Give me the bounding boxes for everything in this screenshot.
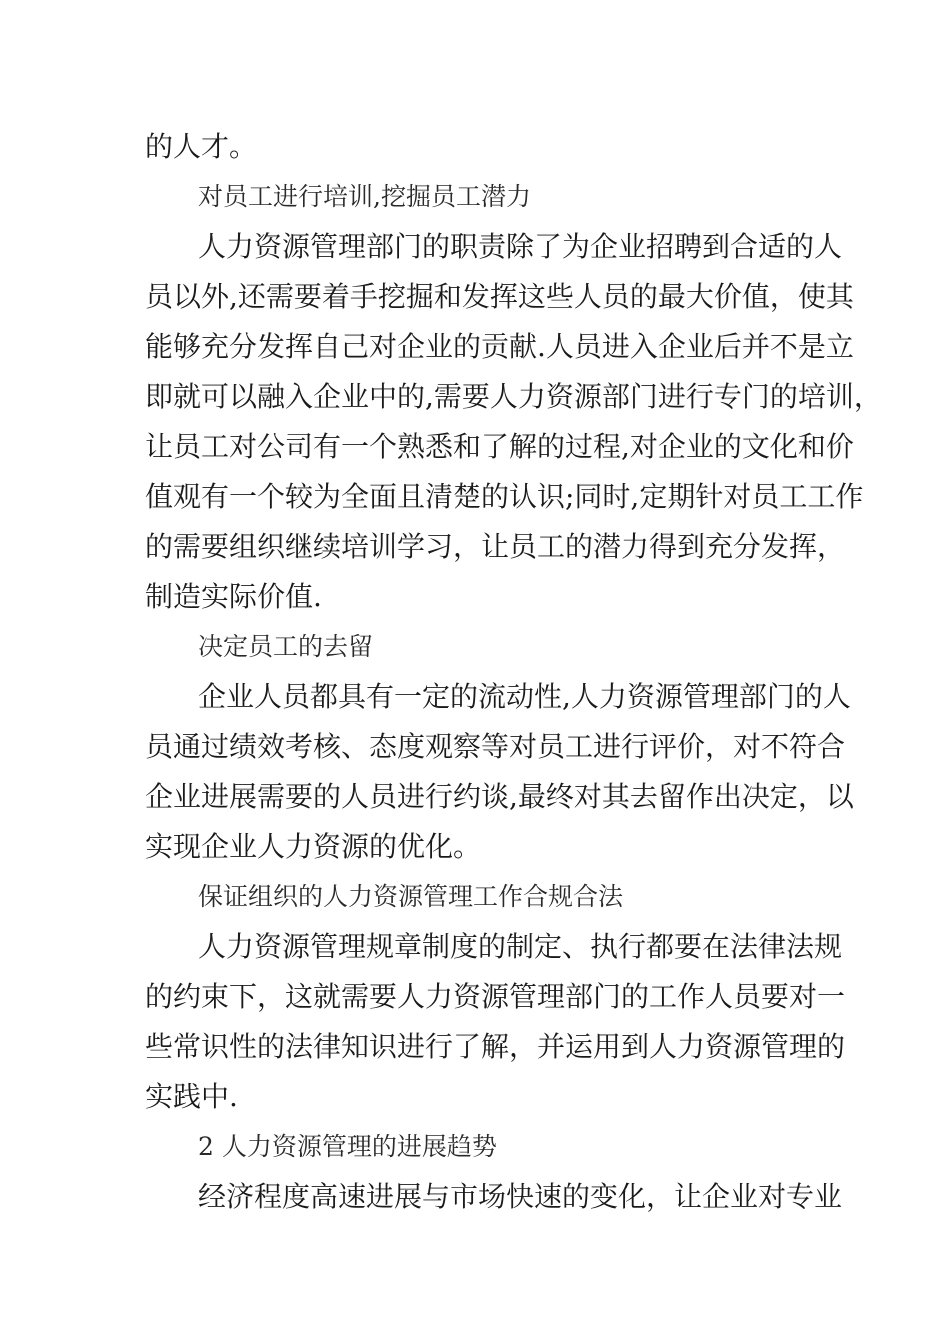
paragraph-line: 让员工对公司有一个熟悉和了解的过程,对企业的文化和价 — [145, 430, 854, 463]
paragraph-line: 值观有一个较为全面且清楚的认识;同时,定期针对员工工作 — [145, 480, 864, 513]
paragraph-line: 经济程度高速进展与市场快速的变化，让企业对专业 — [198, 1180, 843, 1213]
paragraph-line: 实现企业人力资源的优化。 — [145, 830, 482, 863]
paragraph-line: 的需要组织继续培训学习，让员工的潜力得到充分发挥， — [145, 530, 846, 563]
section-heading: 对员工进行培训,挖掘员工潜力 — [198, 182, 531, 211]
paragraph-line: 能够充分发挥自己对企业的贡献.人员进入企业后并不是立 — [145, 330, 854, 363]
paragraph-line: 制造实际价值. — [145, 580, 322, 613]
paragraph-line: 人力资源管理部门的职责除了为企业招聘到合适的人 — [198, 230, 843, 263]
section-heading: 决定员工的去留 — [198, 632, 374, 661]
paragraph-line: 员通过绩效考核、态度观察等对员工进行评价，对不符合 — [145, 730, 846, 763]
section-heading: 保证组织的人力资源管理工作合规合法 — [198, 882, 624, 911]
paragraph-line: 实践中. — [145, 1080, 238, 1113]
paragraph-line: 企业进展需要的人员进行约谈,最终对其去留作出决定，以 — [145, 780, 854, 813]
paragraph-line: 的约束下，这就需要人力资源管理部门的工作人员要对一 — [145, 980, 846, 1013]
paragraph-line: 企业人员都具有一定的流动性,人力资源管理部门的人 — [198, 680, 851, 713]
paragraph-line: 员以外,还需要着手挖掘和发挥这些人员的最大价值，使其 — [145, 280, 854, 313]
paragraph-line: 的人才。 — [145, 130, 258, 163]
section-heading: 2 人力资源管理的进展趋势 — [198, 1132, 497, 1161]
paragraph-line: 些常识性的法律知识进行了解，并运用到人力资源管理的 — [145, 1030, 846, 1063]
paragraph-line: 人力资源管理规章制度的制定、执行都要在法律法规 — [198, 930, 843, 963]
paragraph-line: 即就可以融入企业中的,需要人力资源部门进行专门的培训， — [145, 380, 882, 413]
